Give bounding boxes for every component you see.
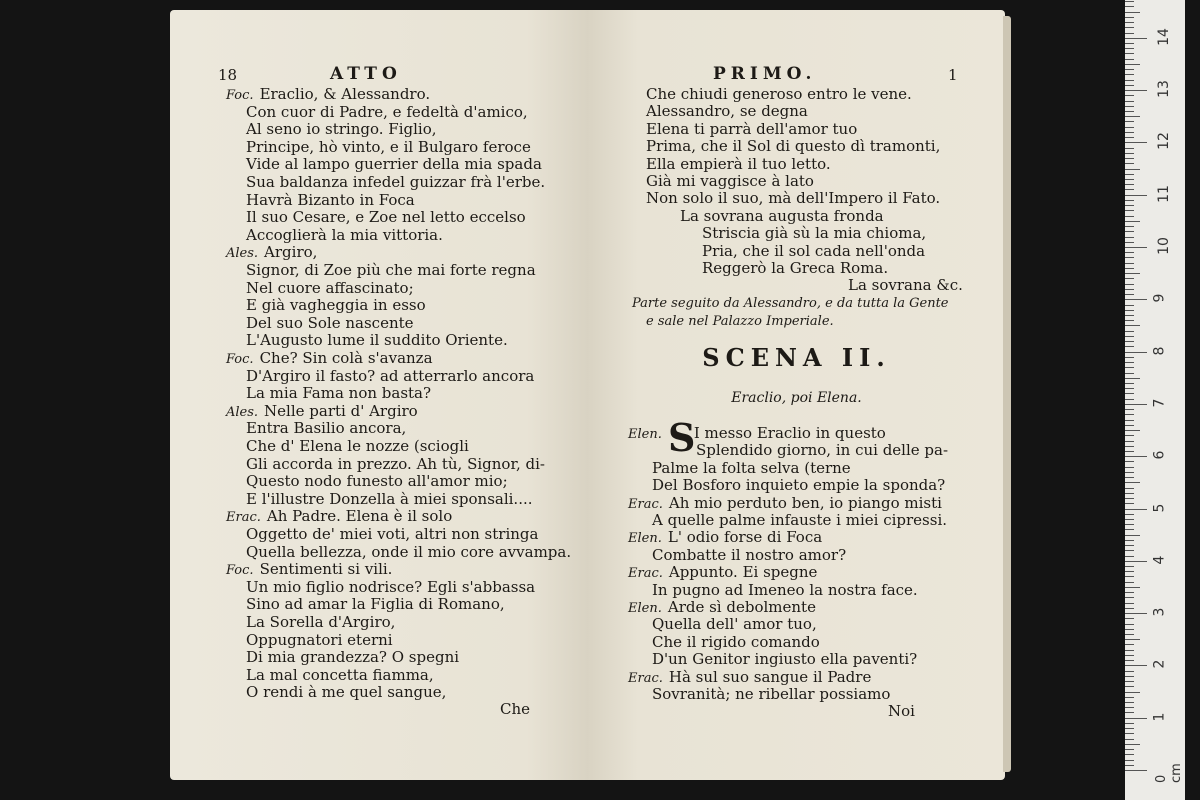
verse-text: In pugno ad Imeneo la nostra face. [652,580,918,599]
ruler-tick [1125,692,1140,693]
ruler-tick [1125,671,1134,672]
text-line [246,648,459,666]
left-catchword: Che [500,700,531,718]
ruler-tick [1125,158,1134,159]
text-line [246,208,526,226]
ruler-tick [1125,765,1134,766]
verse-text: D'Argiro il fasto? ad atterrarlo ancora [246,366,535,385]
text-line [246,103,528,121]
text-line [246,490,533,508]
ruler-tick [1125,357,1134,358]
ruler-tick [1125,660,1134,661]
ruler-tick [1125,148,1134,149]
verse-text: A quelle palme infauste i miei cipressi. [652,511,948,529]
ruler-tick [1125,681,1134,682]
left-running-head: ATTO [330,64,402,84]
ruler-tick [1125,404,1147,405]
verse-text: Arde sì debolmente [667,598,816,616]
ruler-tick [1125,650,1134,651]
ruler-tick [1125,53,1134,54]
text-line [246,173,545,191]
ruler-tick [1125,6,1134,7]
ruler-tick [1125,399,1134,400]
ruler-tick [1125,142,1147,143]
ruler-number: 3 [1151,607,1168,617]
ruler-tick [1125,153,1134,154]
text-line [646,189,940,207]
ruler-tick [1125,64,1140,65]
ruler-tick [1125,529,1134,530]
text-line [646,102,808,120]
ruler-tick [1125,247,1147,248]
ruler-tick [1125,488,1134,489]
verse-text: Che d' Elena le nozze (sciogli [246,437,469,455]
verse-text: Che il rigido comando [652,632,820,651]
text-line [652,459,851,477]
ruler-tick [1125,540,1134,541]
ruler-tick [1125,629,1134,630]
open-book [170,10,1005,780]
verse-text: La Sorella d'Argiro, [246,613,396,631]
ruler-tick [1125,189,1134,190]
ruler-tick [1125,200,1134,201]
text-line [246,296,426,314]
text-line [246,631,393,649]
ruler-tick [1125,618,1134,619]
ruler-number: 9 [1151,293,1168,303]
ruler-tick [1125,116,1140,117]
scene-subtitle: Eraclio, poi Elena. [731,390,862,406]
ruler-tick [1125,80,1134,81]
ruler-number: 7 [1151,398,1168,408]
ruler-tick [1125,707,1134,708]
verse-text: Non solo il suo, mà dell'Impero il Fato. [646,189,941,208]
ruler-number: 12 [1155,132,1172,151]
ruler-tick [1125,556,1134,557]
text-line [652,476,945,494]
text-line [652,685,890,703]
ruler-tick [1125,231,1134,232]
speaker-label: Elen. [628,601,662,616]
ruler-tick [1125,325,1140,326]
ruler-tick [1125,482,1140,483]
ruler-tick [1125,1,1134,2]
ruler-tick [1125,90,1147,91]
ruler-tick [1125,299,1147,300]
verse-text: Sovranità; ne ribellar possiamo [652,685,891,703]
scene-title: SCENA II. [702,343,891,372]
text-line [652,581,918,599]
ruler-tick [1125,760,1134,761]
verse-text: Sino ad amar la Figlia di Romano, [246,595,505,614]
ruler-tick [1125,456,1147,457]
drop-cap: S [668,415,696,460]
ruler-tick [1125,686,1134,687]
speaker-label: Erac. [628,496,663,512]
ruler-tick [1125,378,1140,379]
verse-text: Combatte il nostro amor? [652,545,847,564]
ruler-tick [1125,550,1134,551]
ruler-tick [1125,608,1134,609]
text-line [646,172,814,190]
verse-text: Al seno io stringo. Figlio, [246,120,437,139]
verse-text: Che? Sin colà s'avanza [259,349,433,367]
verse-text: Principe, hò vinto, e il Bulgaro feroce [246,137,531,156]
verse-text: E l'illustre Donzella à miei sponsali.... [246,489,533,508]
ruler-tick [1125,273,1140,274]
verse-text: Nelle parti d' Argiro [264,401,418,420]
ruler-number: 14 [1155,27,1172,46]
ruler-number: 11 [1155,184,1172,203]
ruler-tick [1125,665,1147,666]
text-line [246,613,395,631]
ruler-tick [1125,587,1140,588]
speaker-label: Foc. [226,563,254,579]
text-line [246,666,434,684]
ruler-tick [1125,644,1134,645]
ruler-tick [1125,571,1134,572]
text-line [246,120,437,138]
ruler-tick [1125,718,1147,719]
ruler-tick [1125,132,1134,133]
ruler-tick [1125,22,1134,23]
ruler-tick [1125,38,1147,39]
ruler-tick [1125,535,1140,536]
text-line [246,472,508,490]
verse-text: Un mio figlio nodrisce? Egli s'abbassa [246,577,536,596]
ruler-tick [1125,383,1134,384]
verse-text: O rendi à me quel sangue, [246,683,447,702]
ruler-tick [1125,728,1134,729]
ruler-tick [1125,425,1134,426]
ruler-tick [1125,341,1134,342]
verse-text: La sovrana augusta fronda [680,206,884,225]
text-line [246,226,443,244]
verse-text: Già mi vaggisce à lato [646,172,814,190]
ruler-tick [1125,582,1134,583]
speaker-label: Ales. [226,246,259,262]
ruler-tick [1125,697,1134,698]
ruler-tick [1125,59,1134,60]
verse-text: Argiro, [264,243,318,262]
verse-text: Che chiudi generoso entro le vene. [646,85,912,103]
ruler-tick [1125,676,1134,677]
ruler-tick [1125,263,1134,264]
right-page-number: 1 [948,66,958,84]
ruler-tick [1125,467,1134,468]
ruler-tick [1125,27,1134,28]
ruler-tick [1125,749,1134,750]
ruler-tick [1125,226,1134,227]
ruler-tick [1125,498,1134,499]
verse-text: Entra Basilio ancora, [246,419,407,438]
ruler-tick [1125,430,1140,431]
ruler-tick [1125,362,1134,363]
ruler-number: 2 [1151,659,1168,669]
verse-text: La mal concetta fiamma, [246,665,434,684]
verse-text: Quella bellezza, onde il mio core avvampa. [246,542,572,561]
text-line [246,525,538,543]
verse-text: Del suo Sole nascente [246,313,414,332]
verse-text: Appunto. Ei spegne [668,563,818,582]
right-page [588,10,1005,780]
speaker-label: Erac. [628,670,663,686]
ruler-number: 1 [1151,712,1168,722]
verse-text: Signor, di Zoe più che mai forte regna [246,261,536,279]
text-line [646,155,831,173]
ruler-tick [1125,310,1134,311]
ruler-tick [1125,393,1134,394]
verse-text: I messo Eraclio in questo [693,424,886,442]
verse-text: Con cuor di Padre, e fedeltà d'amico, [246,102,528,121]
speaker-label: Elen. [628,531,662,547]
ruler-tick [1125,237,1134,238]
text-line [246,543,571,561]
ruler-tick [1125,174,1134,175]
verse-text: Sua baldanza infedel guizzar frà l'erbe. [246,173,546,191]
text-line [696,441,948,459]
ruler-tick [1125,195,1147,196]
ruler-tick [1125,655,1134,656]
ruler-tick [1125,514,1134,515]
ruler-tick [1125,163,1134,164]
ruler-tick [1125,712,1134,713]
verse-text: Pria, che il sol cada nell'onda [702,241,926,260]
verse-text: E già vagheggia in esso [246,296,426,315]
ruler-tick [1125,48,1134,49]
verse-text: Questo nodo funesto all'amor mio; [246,472,508,491]
text-line [246,261,536,279]
ruler-tick [1125,597,1134,598]
ruler-tick [1125,43,1134,44]
text-line [652,650,917,668]
text-line [246,314,414,332]
verse-text: Sentimenti si vili. [259,560,393,579]
ruler-tick [1125,121,1134,122]
ruler-tick [1125,17,1134,18]
verse-text: L' odio forse di Foca [667,528,823,547]
ruler-tick [1125,216,1134,217]
ruler-tick [1125,566,1134,567]
text-line [246,191,415,209]
verse-text: Hà sul suo sangue il Padre [668,667,872,686]
left-page-number: 18 [218,66,238,84]
verse-text: Palme la folta selva (terne [652,458,851,477]
text-line [246,384,431,402]
ruler-tick [1125,634,1134,635]
ruler-tick [1125,205,1134,206]
verse-text: Il suo Cesare, e Zoe nel letto eccelso [246,208,526,227]
ruler-tick [1125,723,1134,724]
text-line [246,367,534,385]
stage-direction: Parte seguito da Alessandro, e da tutta la Gente [632,296,949,311]
ruler-number: 10 [1155,237,1172,255]
ruler-tick [1125,294,1134,295]
ruler-tick [1125,352,1147,353]
ruler-tick [1125,592,1134,593]
ruler-tick [1125,613,1147,614]
ruler-tick [1125,639,1140,640]
ruler-tick [1125,305,1134,306]
ruler-tick [1125,74,1134,75]
verse-text: Nel cuore affascinato; [246,278,414,297]
ruler-tick [1125,545,1134,546]
verse-text: Ella empierà il tuo letto. [646,154,831,173]
ruler-tick [1125,576,1134,577]
ruler-tick [1125,493,1134,494]
ruler-tick [1125,441,1134,442]
ruler-tick [1125,770,1147,771]
ruler-tick [1125,331,1134,332]
verse-text: Reggerò la Greca Roma. [702,259,889,277]
ruler-tick [1125,461,1134,462]
ruler-tick [1125,451,1134,452]
text-line [246,683,446,701]
ruler-tick [1125,101,1134,102]
left-page [170,10,590,780]
ruler-number: 6 [1151,450,1168,460]
ruler-tick [1125,744,1140,745]
speaker-label: Ales. [226,404,259,420]
text-line [246,455,545,473]
verse-text: Havrà Bizanto in Foca [246,190,415,209]
verse-text: Splendido giorno, in cui delle pa- [696,441,949,460]
ruler-tick [1125,242,1134,243]
ruler-tick [1125,503,1134,504]
text-line [246,437,469,455]
right-running-head: PRIMO. [713,64,817,84]
verse-text: Oppugnatori eterni [246,630,393,649]
ruler-tick [1125,435,1134,436]
text-line [652,633,820,651]
ruler-tick [1125,12,1140,13]
verse-text: Vide al lampo guerrier della mia spada [246,155,542,174]
ruler-number: 13 [1155,80,1172,99]
ruler-unit-label: 0 cm [1154,763,1184,783]
verse-text: Prima, che il Sol di questo dì tramonti, [646,137,941,156]
verse-text: Gli accorda in prezzo. Ah tù, Signor, di- [246,454,545,473]
ruler-tick [1125,278,1134,279]
verse-text: Del Bosforo inquieto empie la sponda? [652,476,946,495]
text-line [646,137,940,155]
ruler-tick [1125,446,1134,447]
text-line [246,331,508,349]
verse-text: D'un Genitor ingiusto ella paventi? [652,650,918,669]
ruler-tick [1125,169,1140,170]
text-line [652,511,947,529]
text-line [646,85,912,103]
verse-text: Elena ti parrà dell'amor tuo [646,119,858,138]
verse-text: La mia Fama non basta? [246,384,432,403]
ruler-number: 8 [1151,346,1168,356]
ruler-tick [1125,95,1134,96]
ruler-tick [1125,624,1134,625]
speaker-label: Foc. [226,88,254,103]
ruler-tick [1125,127,1134,128]
verse-text: Oggetto de' miei voti, altri non stringa [246,525,539,543]
ruler-tick [1125,739,1134,740]
ruler-tick [1125,477,1134,478]
verse-text: Alessandro, se degna [646,102,808,121]
ruler-tick [1125,472,1134,473]
text-line [246,578,535,596]
ruler-tick [1125,509,1147,510]
ruler-tick [1125,320,1134,321]
ruler-number: 4 [1151,555,1168,565]
stage-direction: e sale nel Palazzo Imperiale. [646,314,834,329]
ruler-tick [1125,754,1134,755]
ruler-tick [1125,252,1134,253]
ruler-tick [1125,257,1134,258]
ruler-tick [1125,289,1134,290]
ruler-tick [1125,315,1134,316]
ruler-tick [1125,85,1134,86]
ruler-tick [1125,603,1134,604]
ruler-tick [1125,33,1134,34]
ruler-tick [1125,336,1134,337]
ruler-tick [1125,210,1134,211]
ruler-number: 5 [1151,503,1168,512]
ruler-tick [1125,524,1134,525]
verse-text: Di mia grandezza? O spegni [246,648,460,667]
text-line [646,120,857,138]
ruler-tick [1125,69,1134,70]
ruler-tick [1125,284,1134,285]
verse-text: La sovrana &c. [848,276,963,295]
text-line [246,155,542,173]
ruler-tick [1125,346,1134,347]
text-line [246,595,505,613]
text-line [246,419,406,437]
text-line [246,138,531,156]
ruler-tick [1125,733,1134,734]
verse-text: Eraclio, & Alessandro. [259,85,431,103]
ruler-tick [1125,137,1134,138]
verse-text: Ah mio perduto ben, io piango misti [668,493,942,512]
ruler-tick [1125,373,1134,374]
ruler-tick [1125,519,1134,520]
ruler-tick [1125,179,1134,180]
ruler-tick [1125,420,1134,421]
speaker-label: Foc. [226,352,254,367]
text-line [652,615,817,633]
right-catchword: Noi [888,702,915,720]
ruler-tick [1125,367,1134,368]
ruler-tick [1125,268,1134,269]
ruler-tick [1125,409,1134,410]
ruler-tick [1125,702,1134,703]
verse-text: Accoglierà la mia vittoria. [246,225,443,244]
measurement-ruler [1125,0,1185,800]
ruler-tick [1125,414,1134,415]
text-line [652,546,846,564]
verse-text: Quella dell' amor tuo, [652,615,817,634]
speaker-label: Erac. [226,510,261,526]
ruler-tick [1125,388,1134,389]
verse-text: Ah Padre. Elena è il solo [266,507,453,526]
ruler-tick [1125,111,1134,112]
speaker-label: Elen. [628,427,662,442]
ruler-tick [1125,106,1134,107]
verse-text: L'Augusto lume il suddito Oriente. [246,331,508,350]
verse-text: Striscia già sù la mia chioma, [702,224,927,243]
ruler-tick [1125,561,1147,562]
ruler-tick [1125,221,1140,222]
speaker-label: Erac. [628,566,663,582]
ruler-tick [1125,184,1134,185]
text-line [246,279,414,297]
